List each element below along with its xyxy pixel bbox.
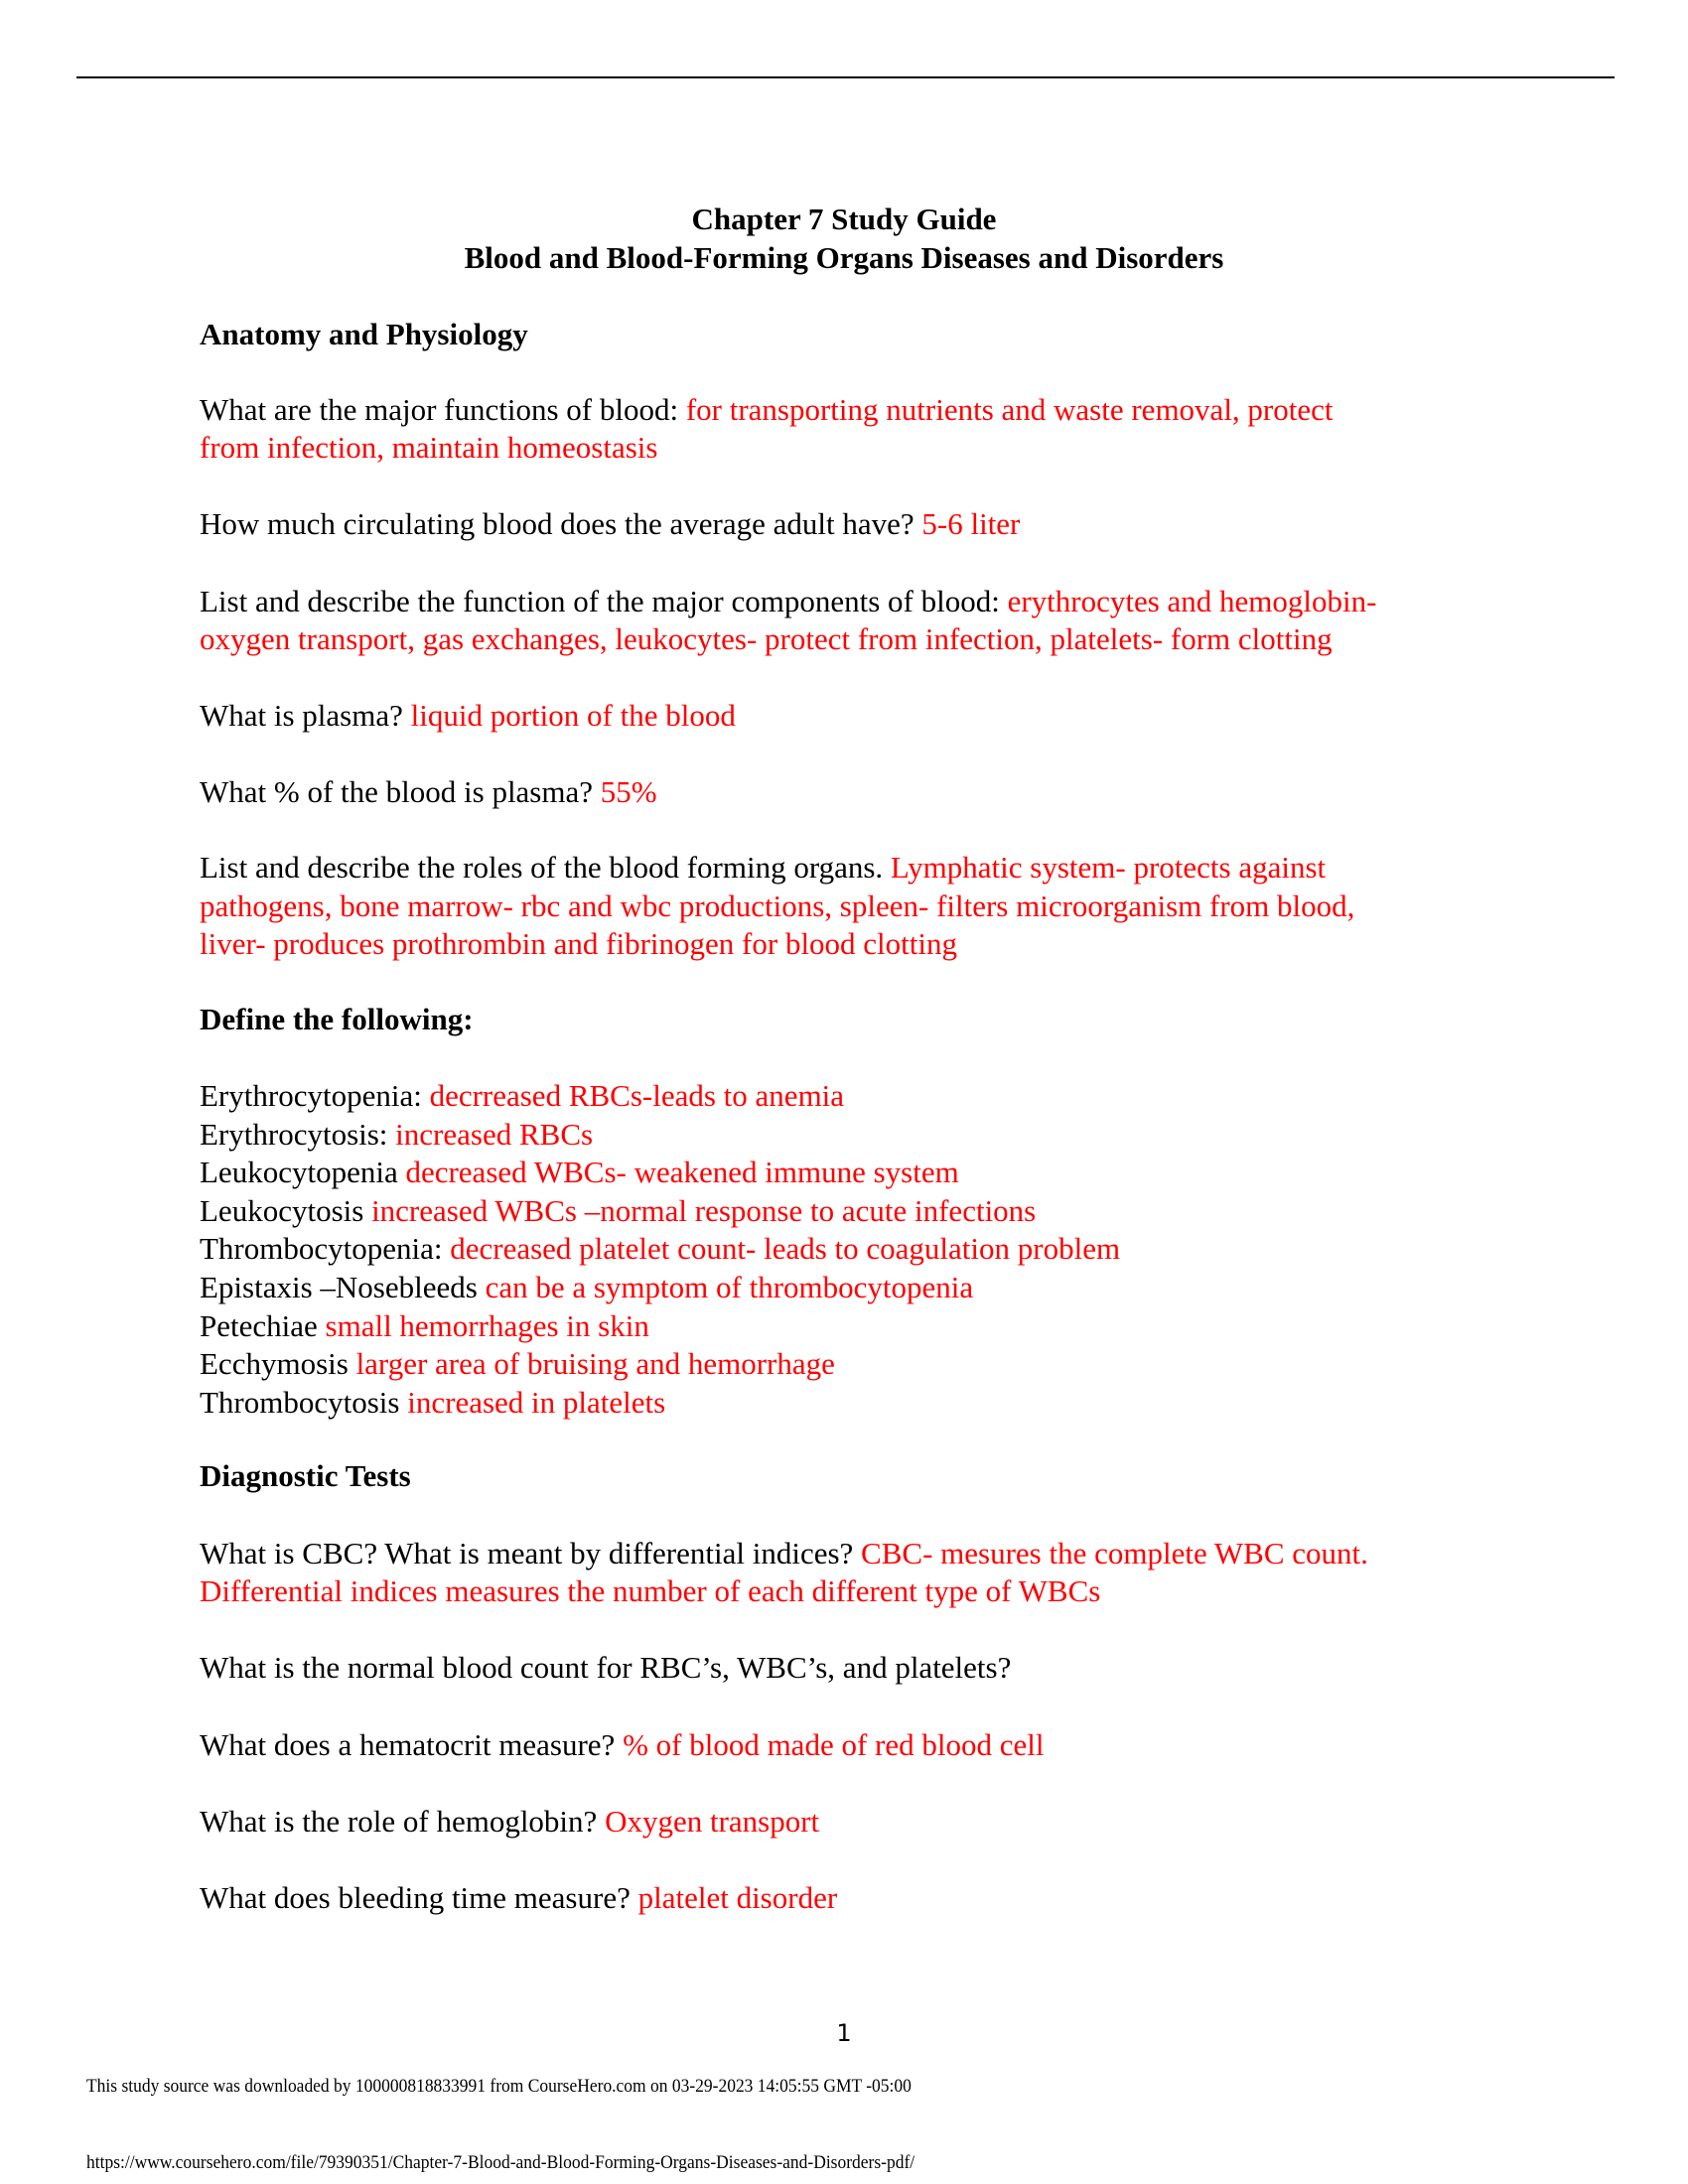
term-line: Epistaxis –Nosebleeds can be a symptom of thrombocytopenia (200, 1270, 974, 1304)
question-line: List and describe the roles of the blood forming organs. Lymphatic system- protects against (200, 850, 1327, 885)
section-heading-anatomy: Anatomy and Physiology (200, 317, 528, 351)
question-line: What is the role of hemoglobin? Oxygen transport (200, 1804, 820, 1839)
question-line: List and describe the function of the major components of blood: erythrocytes and hemoglobin- (200, 584, 1377, 618)
footer-url[interactable]: https://www.coursehero.com/file/79390351/Chapter-7-Blood-and-Blood-Forming-Organs-Diseases-and-Disorders-pdf/ (86, 2152, 915, 2173)
header-rule (76, 76, 1615, 78)
question-line: What does a hematocrit measure? % of blood made of red blood cell (200, 1727, 1045, 1762)
answer-line: oxygen transport, gas exchanges, leukocytes- protect from infection, platelets- form clotting (200, 621, 1333, 656)
question-line: How much circulating blood does the average adult have? 5-6 liter (200, 506, 1021, 541)
term-line: Thrombocytosis increased in platelets (200, 1385, 666, 1420)
question-line: What is the normal blood count for RBC’s, WBC’s, and platelets? (200, 1650, 1012, 1685)
section-heading-define: Define the following: (200, 1002, 474, 1036)
doc-subtitle: Blood and Blood-Forming Organs Diseases and Disorders (464, 240, 1224, 275)
term-line: Thrombocytopenia: decreased platelet count- leads to coagulation problem (200, 1231, 1121, 1266)
answer-line: liver- produces prothrombin and fibrinogen for blood clotting (200, 926, 958, 961)
question-line: What does bleeding time measure? platelet disorder (200, 1880, 838, 1915)
question-line: What are the major functions of blood: for transporting nutrients and waste removal, protect (200, 392, 1334, 427)
page-number: 1 (836, 2019, 852, 2047)
term-line: Leukocytosis increased WBCs –normal response to acute infections (200, 1193, 1037, 1228)
term-line: Erythrocytosis: increased RBCs (200, 1117, 594, 1152)
term-line: Ecchymosis larger area of bruising and hemorrhage (200, 1346, 835, 1381)
question-line: What is plasma? liquid portion of the blood (200, 698, 736, 733)
term-line: Petechiae small hemorrhages in skin (200, 1308, 649, 1343)
question-line: What is CBC? What is meant by differential indices? CBC- mesures the complete WBC count. (200, 1536, 1368, 1570)
answer-line: Differential indices measures the number of each different type of WBCs (200, 1573, 1101, 1608)
doc-title: Chapter 7 Study Guide (691, 202, 997, 236)
footer-source: This study source was downloaded by 100000818833991 from CourseHero.com on 03-29-2023 14:05:55 GMT -05:00 (86, 2076, 912, 2097)
question-line: What % of the blood is plasma? 55% (200, 774, 657, 809)
section-heading-diagnostic: Diagnostic Tests (200, 1458, 411, 1493)
answer-line: from infection, maintain homeostasis (200, 430, 658, 465)
term-line: Erythrocytopenia: decrreased RBCs-leads to anemia (200, 1078, 845, 1113)
term-line: Leukocytopenia decreased WBCs- weakened immune system (200, 1155, 959, 1189)
answer-line: pathogens, bone marrow- rbc and wbc productions, spleen- filters microorganism from blood, (200, 888, 1355, 923)
